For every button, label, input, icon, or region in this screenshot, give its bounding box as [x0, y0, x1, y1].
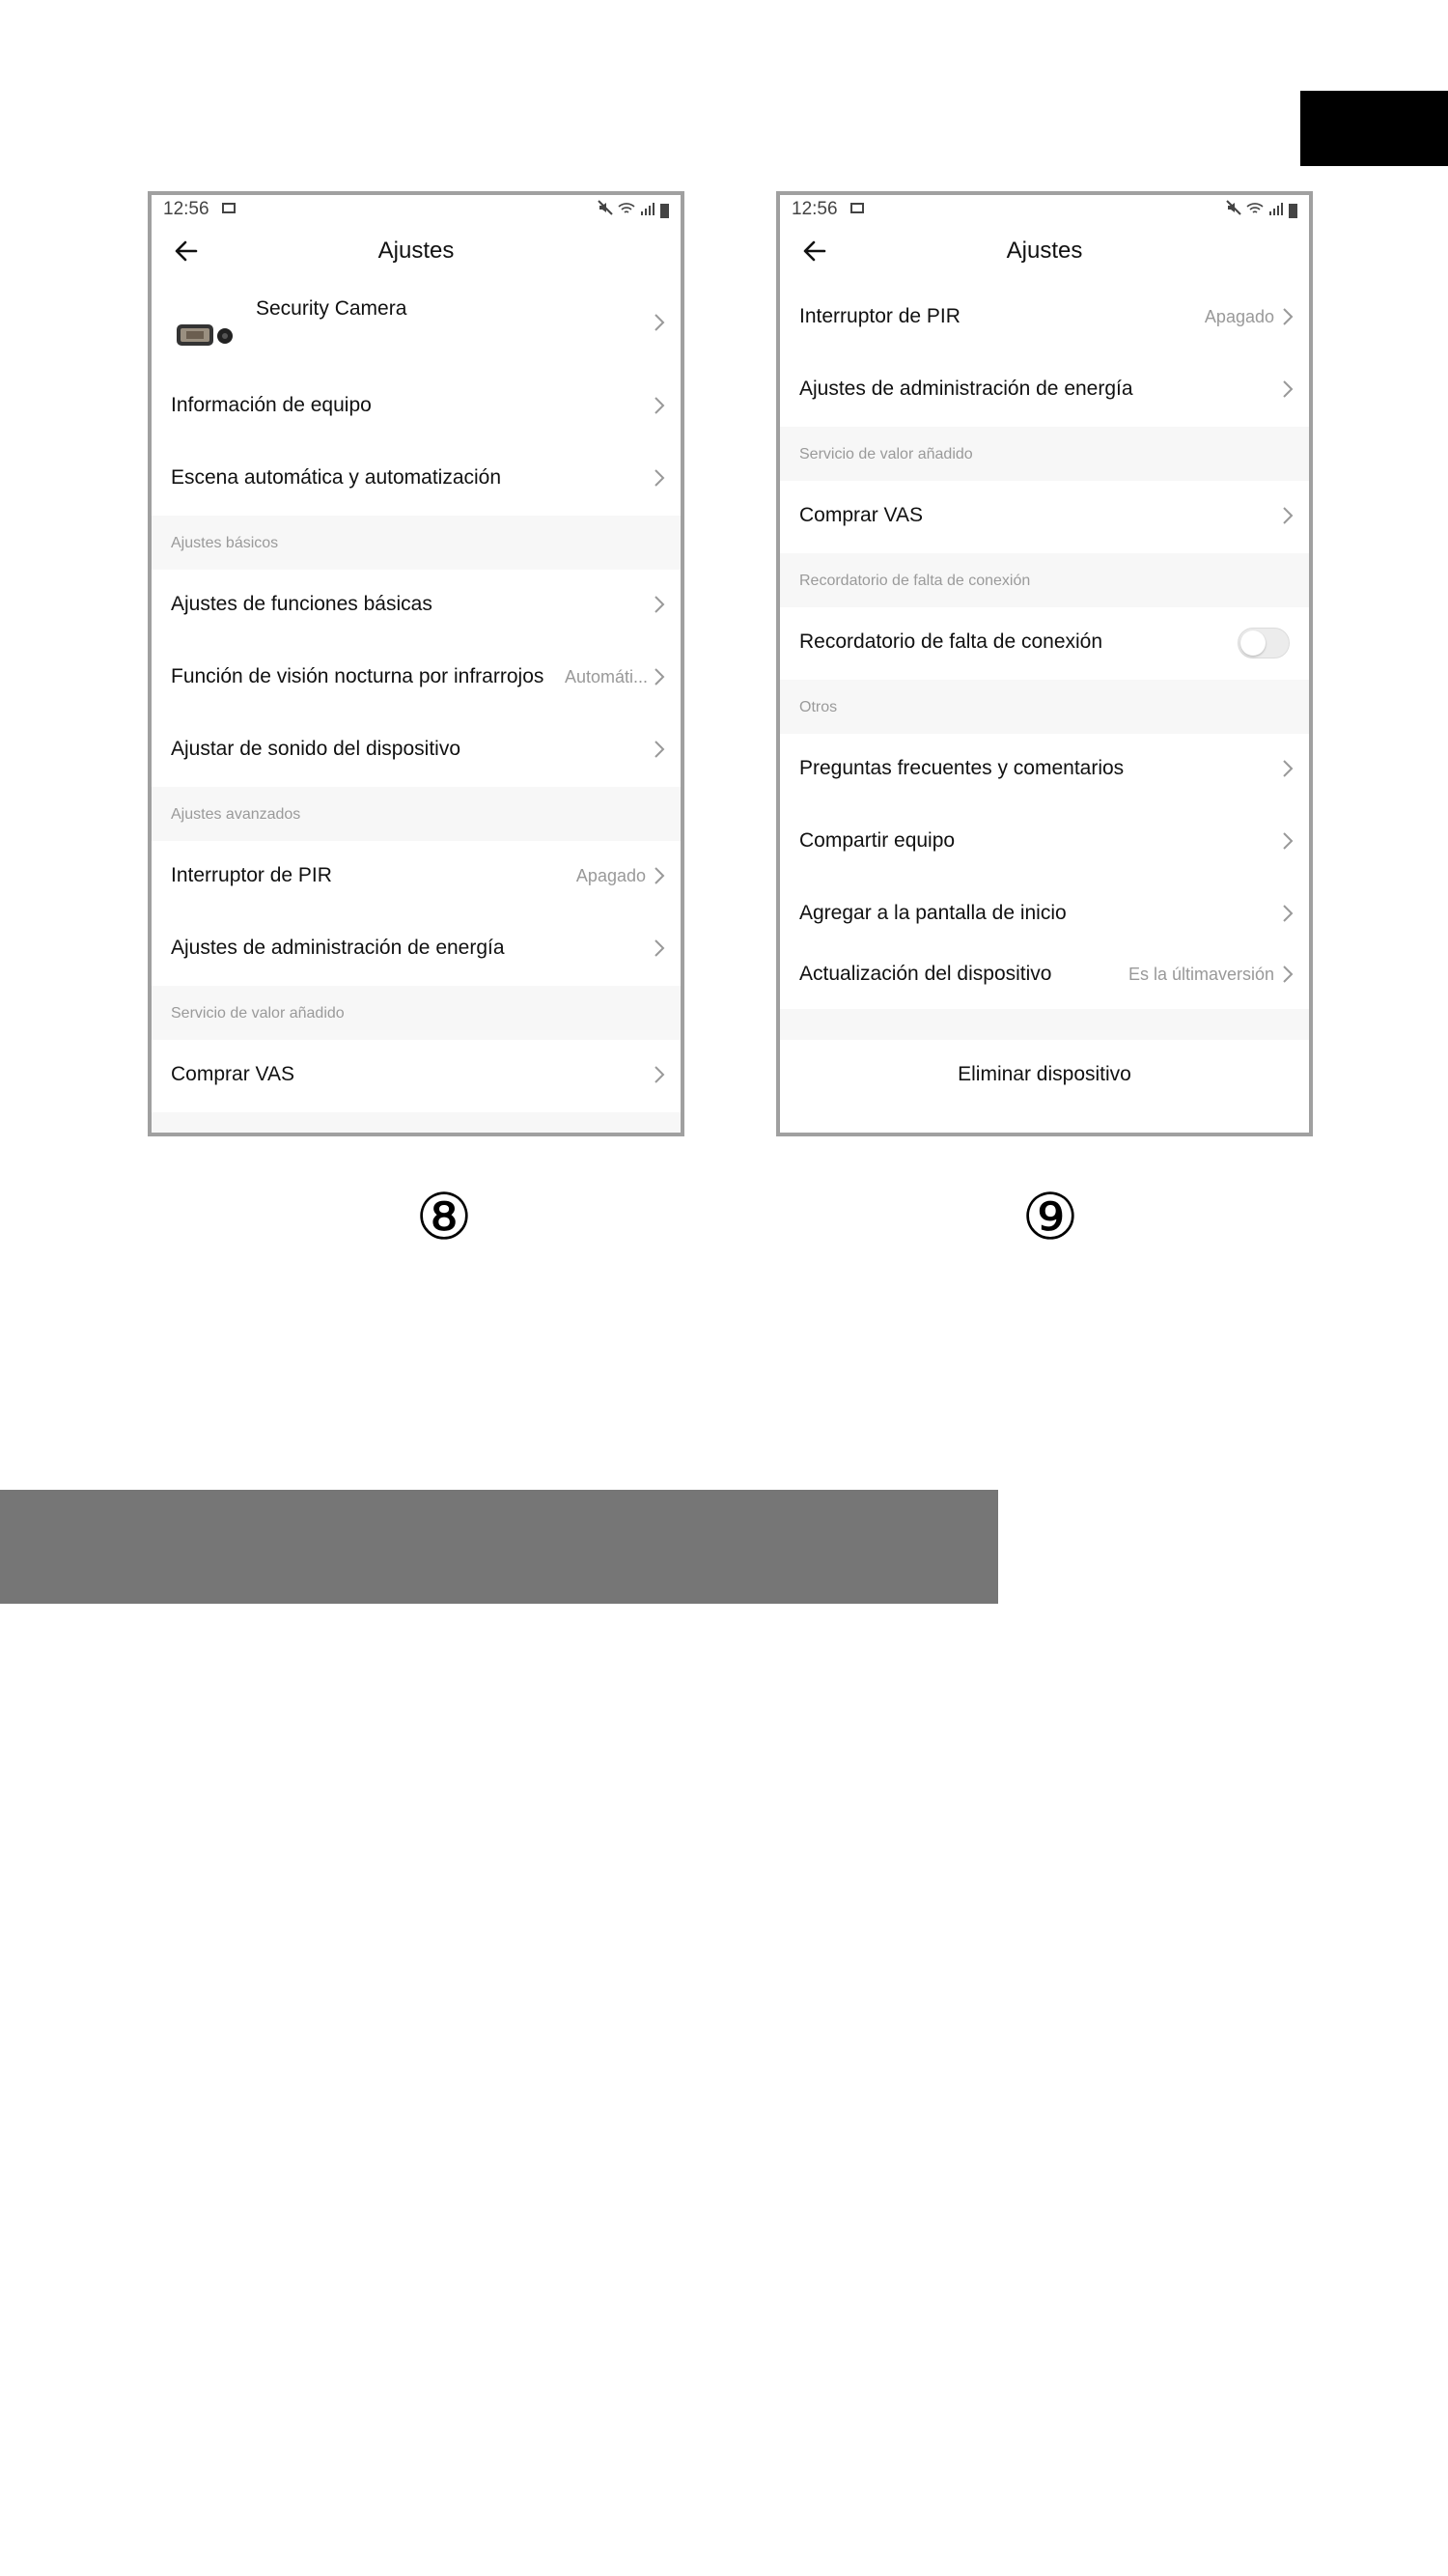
- chevron-right-icon: [1282, 506, 1294, 525]
- row-device-update[interactable]: [780, 951, 1309, 1009]
- row-label: Ajustar de sonido del dispositivo: [171, 738, 461, 760]
- system-icons: [1226, 200, 1297, 221]
- row-share-device[interactable]: [780, 806, 1309, 879]
- row-buy-vas[interactable]: [780, 481, 1309, 553]
- chevron-right-icon: [654, 938, 665, 958]
- section-value-added-service: [780, 427, 1309, 481]
- doorbell-camera-icon: [175, 321, 237, 350]
- row-pir-switch[interactable]: [780, 282, 1309, 354]
- row-automation-scene[interactable]: [152, 443, 681, 516]
- status-time: 12:56: [792, 199, 838, 219]
- status-bar: [152, 195, 681, 222]
- section-basic-settings: [152, 516, 681, 570]
- section-offline-reminder: [780, 553, 1309, 607]
- section-other: [780, 680, 1309, 734]
- gray-band: [0, 1490, 998, 1604]
- offline-reminder-toggle[interactable]: [1238, 628, 1290, 658]
- chevron-right-icon: [654, 396, 665, 415]
- mute-icon: [1226, 200, 1241, 221]
- row-add-home-screen[interactable]: [780, 879, 1309, 951]
- chevron-right-icon: [1282, 904, 1294, 923]
- signal-icon: [640, 200, 655, 221]
- row-label: Función de visión nocturna por infrarrojos: [171, 665, 544, 687]
- row-faq[interactable]: [780, 734, 1309, 806]
- section-label: Servicio de valor añadido: [799, 446, 973, 462]
- delete-device-button[interactable]: [780, 1040, 1309, 1107]
- settings-screenshot-right: [776, 191, 1313, 1136]
- status-time: 12:56: [163, 199, 209, 219]
- chevron-right-icon: [654, 595, 665, 614]
- row-label: Interruptor de PIR: [171, 864, 332, 886]
- row-value: Automáti...: [564, 667, 648, 686]
- chevron-right-icon: [1282, 379, 1294, 399]
- wifi-icon: [618, 200, 635, 221]
- chevron-right-icon: [654, 468, 665, 488]
- mute-icon: [598, 200, 613, 221]
- row-energy-management[interactable]: [152, 913, 681, 986]
- row-label: Actualización del dispositivo: [799, 963, 1052, 985]
- image-notification-icon: [850, 203, 864, 213]
- chevron-right-icon: [1282, 307, 1294, 326]
- section-cut-off: [152, 1112, 681, 1136]
- row-offline-reminder: [780, 607, 1309, 680]
- battery-icon: [660, 204, 669, 218]
- row-basic-functions[interactable]: [152, 570, 681, 642]
- settings-list: [152, 282, 681, 1136]
- row-label: Escena automática y automatización: [171, 466, 502, 489]
- nav-bar: [780, 224, 1309, 282]
- image-notification-icon: [222, 203, 236, 213]
- status-bar: [780, 195, 1309, 222]
- figure-number-8: ⑧: [415, 1180, 473, 1254]
- toggle-knob: [1240, 630, 1266, 656]
- section-label: Ajustes básicos: [171, 535, 279, 551]
- chevron-right-icon: [654, 740, 665, 759]
- chevron-right-icon: [654, 313, 665, 332]
- section-label: Servicio de valor añadido: [171, 1005, 345, 1022]
- row-label: Comprar VAS: [171, 1063, 294, 1085]
- chevron-right-icon: [1282, 965, 1294, 984]
- row-value: Apagado: [1204, 307, 1274, 326]
- row-pir-switch[interactable]: [152, 841, 681, 913]
- nav-bar: [152, 224, 681, 282]
- row-value: Apagado: [575, 866, 646, 885]
- section-advanced-settings: [152, 787, 681, 841]
- chevron-right-icon: [654, 1065, 665, 1084]
- section-value-added-service: [152, 986, 681, 1040]
- page-title: Ajustes: [377, 238, 455, 264]
- section-label: Ajustes avanzados: [171, 806, 301, 823]
- section-spacer: [780, 1009, 1309, 1040]
- row-label: Interruptor de PIR: [799, 305, 961, 327]
- chevron-right-icon: [654, 866, 665, 885]
- row-buy-vas[interactable]: [152, 1040, 681, 1112]
- delete-device-label: Eliminar dispositivo: [958, 1063, 1131, 1085]
- corner-black-block: [1300, 91, 1448, 166]
- row-label: Comprar VAS: [799, 504, 923, 526]
- row-label: Compartir equipo: [799, 829, 956, 852]
- settings-list: [780, 282, 1309, 1107]
- section-label: Recordatorio de falta de conexión: [799, 573, 1031, 589]
- signal-icon: [1268, 200, 1284, 221]
- figure-number-9: ⑨: [1021, 1180, 1079, 1254]
- row-label: Información de equipo: [171, 394, 372, 416]
- row-label: Ajustes de funciones básicas: [171, 593, 432, 615]
- row-label: Preguntas frecuentes y comentarios: [799, 757, 1125, 779]
- row-energy-management[interactable]: [780, 354, 1309, 427]
- chevron-right-icon: [1282, 831, 1294, 851]
- system-icons: [598, 200, 669, 221]
- row-label: Agregar a la pantalla de inicio: [799, 902, 1067, 924]
- device-name: Security Camera: [256, 297, 407, 320]
- page-title: Ajustes: [1006, 238, 1083, 264]
- chevron-right-icon: [654, 667, 665, 686]
- row-value: Es la últimaversión: [1128, 965, 1274, 984]
- row-label: Ajustes de administración de energía: [171, 937, 505, 959]
- wifi-icon: [1246, 200, 1264, 221]
- row-device-info[interactable]: [152, 371, 681, 443]
- row-label: Ajustes de administración de energía: [799, 378, 1133, 400]
- row-device-sound[interactable]: [152, 714, 681, 787]
- section-label: Otros: [799, 699, 838, 715]
- chevron-right-icon: [1282, 759, 1294, 778]
- battery-icon: [1289, 204, 1297, 218]
- device-row[interactable]: [152, 282, 681, 371]
- settings-screenshot-left: [148, 191, 684, 1136]
- row-night-vision[interactable]: [152, 642, 681, 714]
- row-label: Recordatorio de falta de conexión: [799, 630, 1103, 653]
